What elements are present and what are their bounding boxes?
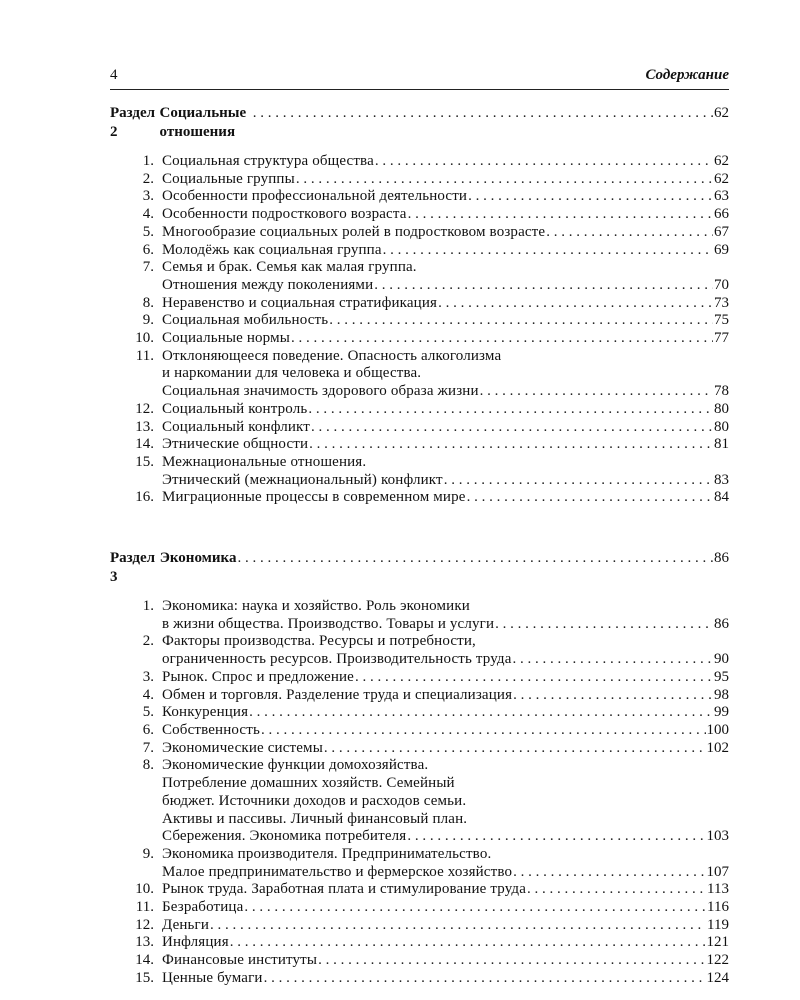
dot-leader	[329, 312, 713, 330]
entry-page-number: 102	[706, 739, 729, 756]
entry-page-number: 99	[714, 704, 729, 721]
entry-title: Семья и брак. Семья как малая группа.	[162, 259, 417, 276]
section-label: Раздел 2	[110, 105, 156, 140]
entry-page-number: 67	[714, 223, 729, 240]
entry-title: и наркомании для человека и общества.	[162, 365, 422, 382]
dot-leader	[309, 436, 713, 454]
section-entries	[110, 598, 729, 987]
entry-line	[162, 722, 729, 740]
dot-leader	[324, 740, 706, 758]
entry-title: Экономические функции домохозяйства.	[162, 757, 429, 774]
dot-leader	[210, 917, 706, 935]
entry-line	[162, 277, 729, 295]
toc-entry[interactable]	[110, 934, 729, 952]
entry-number: 4.	[142, 686, 154, 703]
entry-title: Деньги	[162, 916, 210, 933]
section-entries	[110, 153, 729, 507]
entry-line	[162, 899, 729, 917]
entry-page-number: 62	[714, 153, 729, 169]
entry-page-number: 95	[714, 668, 729, 685]
toc-entry[interactable]	[110, 899, 729, 917]
entry-line	[162, 348, 729, 366]
entry-number: 16.	[135, 489, 154, 506]
entry-line	[162, 365, 729, 383]
entry-body	[162, 757, 729, 846]
entry-page-number: 122	[706, 952, 729, 969]
dot-leader	[383, 242, 713, 260]
entry-title: Финансовые институты	[162, 952, 318, 969]
entry-line	[162, 188, 729, 206]
entry-title: Многообразие социальных ролей в подростковом возрасте	[162, 223, 546, 240]
entry-body	[162, 846, 729, 881]
toc-entry[interactable]	[110, 598, 729, 633]
entry-title: Межнациональные отношения.	[162, 453, 367, 470]
toc-entry[interactable]	[110, 188, 729, 206]
dot-leader	[444, 472, 713, 490]
entry-line	[162, 651, 729, 669]
entry-line	[162, 224, 729, 242]
entry-number: 1.	[142, 153, 154, 169]
toc-entry[interactable]	[110, 330, 729, 348]
entry-page-number: 107	[706, 863, 729, 880]
entry-line	[162, 489, 729, 507]
entry-body	[162, 489, 729, 507]
entry-line	[162, 312, 729, 330]
entry-body	[162, 206, 729, 224]
entry-number: 9.	[142, 312, 154, 329]
entry-number: 8.	[142, 757, 154, 774]
entry-title: Социальный контроль	[162, 400, 308, 417]
entry-page-number: 83	[714, 471, 729, 488]
dot-leader	[513, 864, 705, 882]
toc-entry[interactable]	[110, 669, 729, 687]
entry-page-number: 103	[706, 828, 729, 845]
entry-body	[162, 881, 729, 899]
entry-body	[162, 952, 729, 970]
toc-entry[interactable]	[110, 970, 729, 988]
entry-line	[162, 846, 729, 864]
entry-line	[162, 295, 729, 313]
entry-number: 2.	[142, 170, 154, 187]
entry-page-number: 75	[714, 312, 729, 329]
entry-number: 6.	[142, 721, 154, 738]
dot-leader	[253, 104, 713, 123]
section-page-number: 62	[714, 105, 729, 121]
entry-line	[162, 917, 729, 935]
entry-line	[162, 454, 729, 472]
entry-line	[162, 401, 729, 419]
toc-entry[interactable]	[110, 242, 729, 260]
entry-title: Малое предпринимательство и фермерское хозяйство	[162, 863, 513, 880]
entry-line	[162, 952, 729, 970]
dot-leader	[513, 687, 713, 705]
entry-body	[162, 899, 729, 917]
entry-title: Отклоняющееся поведение. Опасность алкоголизма	[162, 347, 502, 364]
dot-leader	[264, 970, 706, 988]
entry-number: 3.	[142, 188, 154, 205]
entry-line	[162, 598, 729, 616]
entry-page-number: 78	[714, 383, 729, 400]
section-gap	[110, 507, 729, 535]
entry-page-number: 86	[714, 615, 729, 632]
toc-entry[interactable]	[110, 489, 729, 507]
entry-page-number: 63	[714, 188, 729, 205]
dot-leader	[375, 153, 713, 171]
entry-page-number: 80	[714, 400, 729, 417]
entry-body	[162, 633, 729, 668]
entry-number: 14.	[135, 436, 154, 453]
entry-body	[162, 295, 729, 313]
entry-body	[162, 454, 729, 489]
entry-number: 5.	[142, 704, 154, 721]
entry-number: 1.	[142, 598, 154, 615]
entry-line	[162, 828, 729, 846]
entry-body	[162, 330, 729, 348]
entry-body	[162, 242, 729, 260]
entry-body	[162, 669, 729, 687]
entry-title: Социальные нормы	[162, 330, 290, 347]
section-title: Социальные отношения	[159, 105, 247, 140]
entry-page-number: 81	[714, 436, 729, 453]
toc-entry[interactable]	[110, 846, 729, 881]
entry-title: Особенности профессиональной деятельности	[162, 188, 468, 205]
toc-entry[interactable]	[110, 687, 729, 705]
entry-title: Безработица	[162, 899, 244, 916]
entry-line	[162, 740, 729, 758]
entry-title: Сбережения. Экономика потребителя	[162, 828, 407, 845]
entry-number: 12.	[135, 400, 154, 417]
toc-entry[interactable]	[110, 740, 729, 758]
entry-body	[162, 348, 729, 401]
dot-leader	[527, 881, 706, 899]
header-title: Содержание	[645, 67, 729, 83]
entry-body	[162, 188, 729, 206]
section-title: Экономика	[159, 550, 237, 567]
entry-number: 13.	[135, 418, 154, 435]
entry-number: 2.	[142, 633, 154, 650]
entry-title: Неравенство и социальная стратификация	[162, 294, 438, 311]
dot-leader	[355, 669, 713, 687]
entry-number: 12.	[135, 916, 154, 933]
entry-title: Социальная значимость здорового образа жизни	[162, 383, 479, 400]
dot-leader	[407, 828, 705, 846]
toc-entry[interactable]	[110, 348, 729, 401]
entry-body	[162, 171, 729, 189]
entry-body	[162, 401, 729, 419]
toc-entry[interactable]	[110, 917, 729, 935]
entry-title: Конкуренция	[162, 704, 249, 721]
entry-page-number: 73	[714, 294, 729, 311]
entry-body	[162, 934, 729, 952]
entry-title: Активы и пассивы. Личный финансовый план.	[162, 810, 468, 827]
entry-line	[162, 934, 729, 952]
section-heading[interactable]	[110, 549, 729, 587]
entry-page-number: 124	[706, 969, 729, 986]
entry-number: 9.	[142, 845, 154, 862]
dot-leader	[311, 419, 713, 437]
entry-number: 5.	[142, 223, 154, 240]
toc-entry[interactable]	[110, 401, 729, 419]
toc-entry[interactable]	[110, 224, 729, 242]
entry-title: Экономика производителя. Предпринимательство.	[162, 845, 492, 862]
dot-leader	[495, 616, 713, 634]
dot-leader	[513, 651, 713, 669]
entry-line	[162, 864, 729, 882]
dot-leader	[261, 722, 706, 740]
dot-leader	[237, 549, 713, 568]
entry-number: 14.	[135, 952, 154, 969]
entry-body	[162, 419, 729, 437]
entry-number: 15.	[135, 453, 154, 470]
entry-page-number: 100	[706, 721, 729, 738]
entry-line	[162, 171, 729, 189]
entry-page-number: 69	[714, 241, 729, 258]
entry-number: 8.	[142, 294, 154, 311]
toc-entry[interactable]	[110, 171, 729, 189]
entry-title: Социальная мобильность	[162, 312, 329, 329]
entry-page-number: 121	[706, 934, 729, 951]
entry-number: 11.	[135, 899, 154, 916]
entry-body	[162, 740, 729, 758]
dot-leader	[374, 277, 713, 295]
entry-line	[162, 616, 729, 634]
entry-line	[162, 242, 729, 260]
entry-title: Социальный конфликт	[162, 418, 310, 435]
dot-leader	[546, 224, 713, 242]
entry-line	[162, 775, 729, 793]
toc-entry[interactable]	[110, 206, 729, 224]
entry-title: Экономика: наука и хозяйство. Роль экономики	[162, 598, 470, 615]
entry-title: Отношения между поколениями	[162, 276, 374, 293]
entry-page-number: 116	[707, 899, 729, 916]
toc-page	[110, 66, 729, 988]
entry-number: 11.	[135, 347, 154, 364]
entry-title: Экономические системы	[162, 739, 323, 756]
entry-title: Собственность	[162, 721, 260, 738]
entry-line	[162, 757, 729, 775]
dot-leader	[291, 330, 713, 348]
entry-title: Социальные группы	[162, 170, 295, 187]
entry-line	[162, 793, 729, 811]
entry-number: 4.	[142, 206, 154, 223]
entry-title: Потребление домашних хозяйств. Семейный	[162, 775, 455, 792]
toc-entry[interactable]	[110, 259, 729, 294]
entry-body	[162, 917, 729, 935]
dot-leader	[244, 899, 706, 917]
entry-number: 15.	[135, 969, 154, 986]
entry-body	[162, 312, 729, 330]
entry-line	[162, 811, 729, 829]
entry-page-number: 80	[714, 418, 729, 435]
entry-page-number: 98	[714, 686, 729, 703]
entry-line	[162, 687, 729, 705]
entry-page-number: 113	[707, 881, 729, 898]
entry-line	[162, 383, 729, 401]
entry-line	[162, 153, 729, 171]
entry-title: в жизни общества. Производство. Товары и услуги	[162, 615, 495, 632]
entry-title: Миграционные процессы в современном мире	[162, 489, 466, 506]
toc-entry[interactable]	[110, 454, 729, 489]
dot-leader	[249, 704, 713, 722]
dot-leader	[480, 383, 713, 401]
entry-number: 10.	[135, 330, 154, 347]
entry-title: Факторы производства. Ресурсы и потребности,	[162, 633, 476, 650]
toc-entry[interactable]	[110, 312, 729, 330]
entry-line	[162, 881, 729, 899]
dot-leader	[438, 295, 713, 313]
entry-title: Социальная структура общества	[162, 153, 374, 169]
entry-page-number: 70	[714, 276, 729, 293]
toc-entry[interactable]	[110, 704, 729, 722]
dot-leader	[408, 206, 713, 224]
entry-line	[162, 330, 729, 348]
entry-line	[162, 633, 729, 651]
entry-body	[162, 704, 729, 722]
entry-title: Рынок. Спрос и предложение	[162, 668, 354, 685]
entry-body	[162, 687, 729, 705]
entry-number: 7.	[142, 259, 154, 276]
toc-entry[interactable]	[110, 633, 729, 668]
entry-body	[162, 259, 729, 294]
toc-entry[interactable]	[110, 419, 729, 437]
section-page-number: 86	[714, 550, 729, 567]
entry-page-number: 66	[714, 206, 729, 223]
entry-title: Этнический (межнациональный) конфликт	[162, 471, 443, 488]
toc-entry[interactable]	[110, 295, 729, 313]
dot-leader	[467, 489, 713, 507]
entry-line	[162, 669, 729, 687]
dot-leader	[308, 401, 713, 419]
entry-title: Рынок труда. Заработная плата и стимулирование труда	[162, 881, 527, 898]
toc-entry[interactable]	[110, 881, 729, 899]
entry-line	[162, 704, 729, 722]
entry-page-number: 77	[714, 330, 729, 347]
page-number: 4	[110, 67, 118, 83]
entry-title: бюджет. Источники доходов и расходов семьи.	[162, 792, 467, 809]
entry-number: 13.	[135, 934, 154, 951]
entry-line	[162, 436, 729, 454]
entry-title: Инфляция	[162, 934, 229, 951]
toc-entry[interactable]	[110, 722, 729, 740]
toc-entry[interactable]	[110, 436, 729, 454]
entry-title: Этнические общности	[162, 436, 309, 453]
entry-body	[162, 153, 729, 171]
entry-title: Молодёжь как социальная группа	[162, 241, 382, 258]
entry-title: ограниченность ресурсов. Производительность труда	[162, 651, 512, 668]
toc-entry[interactable]	[110, 952, 729, 970]
toc-entry[interactable]	[110, 153, 729, 171]
entry-body	[162, 224, 729, 242]
entry-number: 6.	[142, 241, 154, 258]
dot-leader	[296, 171, 713, 189]
entry-line	[162, 259, 729, 277]
entry-line	[162, 206, 729, 224]
entry-line	[162, 970, 729, 988]
entry-page-number: 119	[707, 916, 729, 933]
section-label: Раздел 3	[110, 550, 156, 586]
entry-number: 3.	[142, 668, 154, 685]
entry-page-number: 90	[714, 651, 729, 668]
entry-number: 7.	[142, 739, 154, 756]
dot-leader	[230, 934, 706, 952]
dot-leader	[468, 188, 713, 206]
entry-line	[162, 472, 729, 490]
entry-title: Особенности подросткового возраста	[162, 206, 407, 223]
running-header	[110, 66, 729, 90]
entry-page-number: 62	[714, 170, 729, 187]
entry-title: Обмен и торговля. Разделение труда и специализация	[162, 686, 513, 703]
entry-number: 10.	[135, 881, 154, 898]
table-of-contents	[110, 104, 729, 988]
entry-body	[162, 598, 729, 633]
entry-line	[162, 419, 729, 437]
toc-entry[interactable]	[110, 757, 729, 846]
entry-body	[162, 722, 729, 740]
entry-title: Ценные бумаги	[162, 969, 263, 986]
entry-body	[162, 970, 729, 988]
dot-leader	[318, 952, 705, 970]
entry-page-number: 84	[714, 489, 729, 506]
section-heading[interactable]	[110, 104, 729, 142]
entry-body	[162, 436, 729, 454]
